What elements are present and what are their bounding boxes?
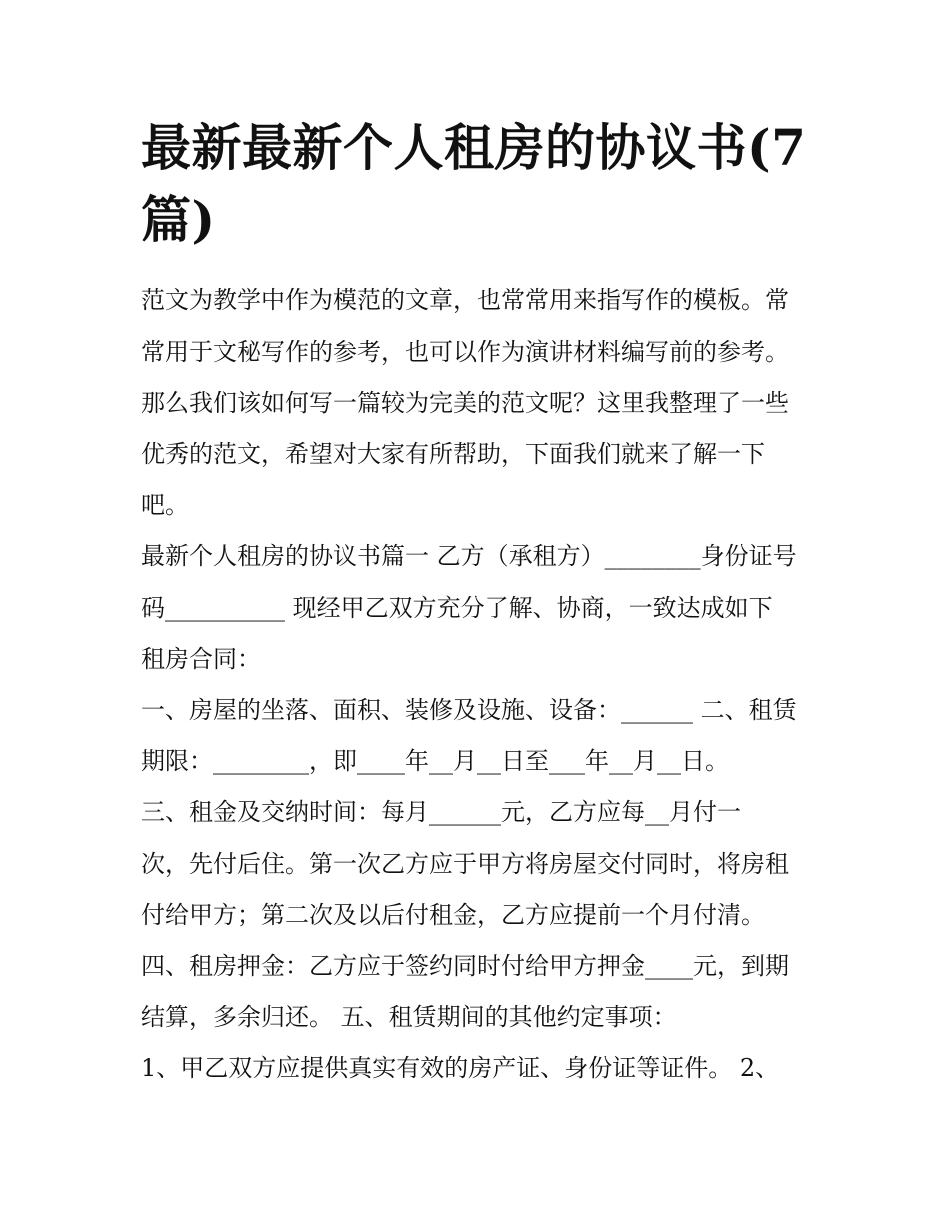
paragraph-line: 那么我们该如何写一篇较为完美的范文呢？这里我整理了一些	[141, 389, 789, 417]
paragraph-line: 租房合同：	[141, 645, 261, 673]
paragraph-line: 1、甲乙双方应提供真实有效的房产证、身份证等证件。 2、	[141, 1054, 780, 1082]
paragraph-line: 三、租金及交纳时间：每月______元，乙方应每__月付一	[141, 798, 741, 826]
paragraph-line: 结算，多余归还。 五、租赁期间的其他约定事项：	[141, 1003, 677, 1031]
document-title	[141, 112, 821, 256]
paragraph-line: 四、租房押金：乙方应于签约同时付给甲方押金____元，到期	[141, 952, 789, 980]
paragraph-line: 常用于文秘写作的参考，也可以作为演讲材料编写前的参考。	[141, 338, 789, 366]
paragraph-line: 范文为教学中作为模范的文章，也常常用来指写作的模板。常	[141, 286, 789, 314]
paragraph-line: 付给甲方；第二次及以后付租金，乙方应提前一个月付清。	[141, 901, 765, 929]
title-line-1: 最新最新个人租房的协议书(7	[141, 118, 807, 177]
paragraph-line: 次，先付后住。第一次乙方应于甲方将房屋交付同时，将房租	[141, 850, 789, 878]
title-line-2: 篇)	[141, 190, 216, 249]
paragraph-line: 吧。	[141, 491, 189, 519]
paragraph-line: 最新个人租房的协议书篇一 乙方（承租方）________身份证号	[141, 542, 797, 570]
paragraph-line: 优秀的范文，希望对大家有所帮助，下面我们就来了解一下	[141, 440, 765, 468]
paragraph-line: 码__________ 现经甲乙双方充分了解、协商，一致达成如下	[141, 594, 773, 622]
paragraph-line: 期限：________，即____年__月__日至___年__月__日。	[141, 747, 729, 775]
paragraph-line: 一、房屋的坐落、面积、装修及设施、设备：______ 二、租赁	[141, 696, 797, 724]
